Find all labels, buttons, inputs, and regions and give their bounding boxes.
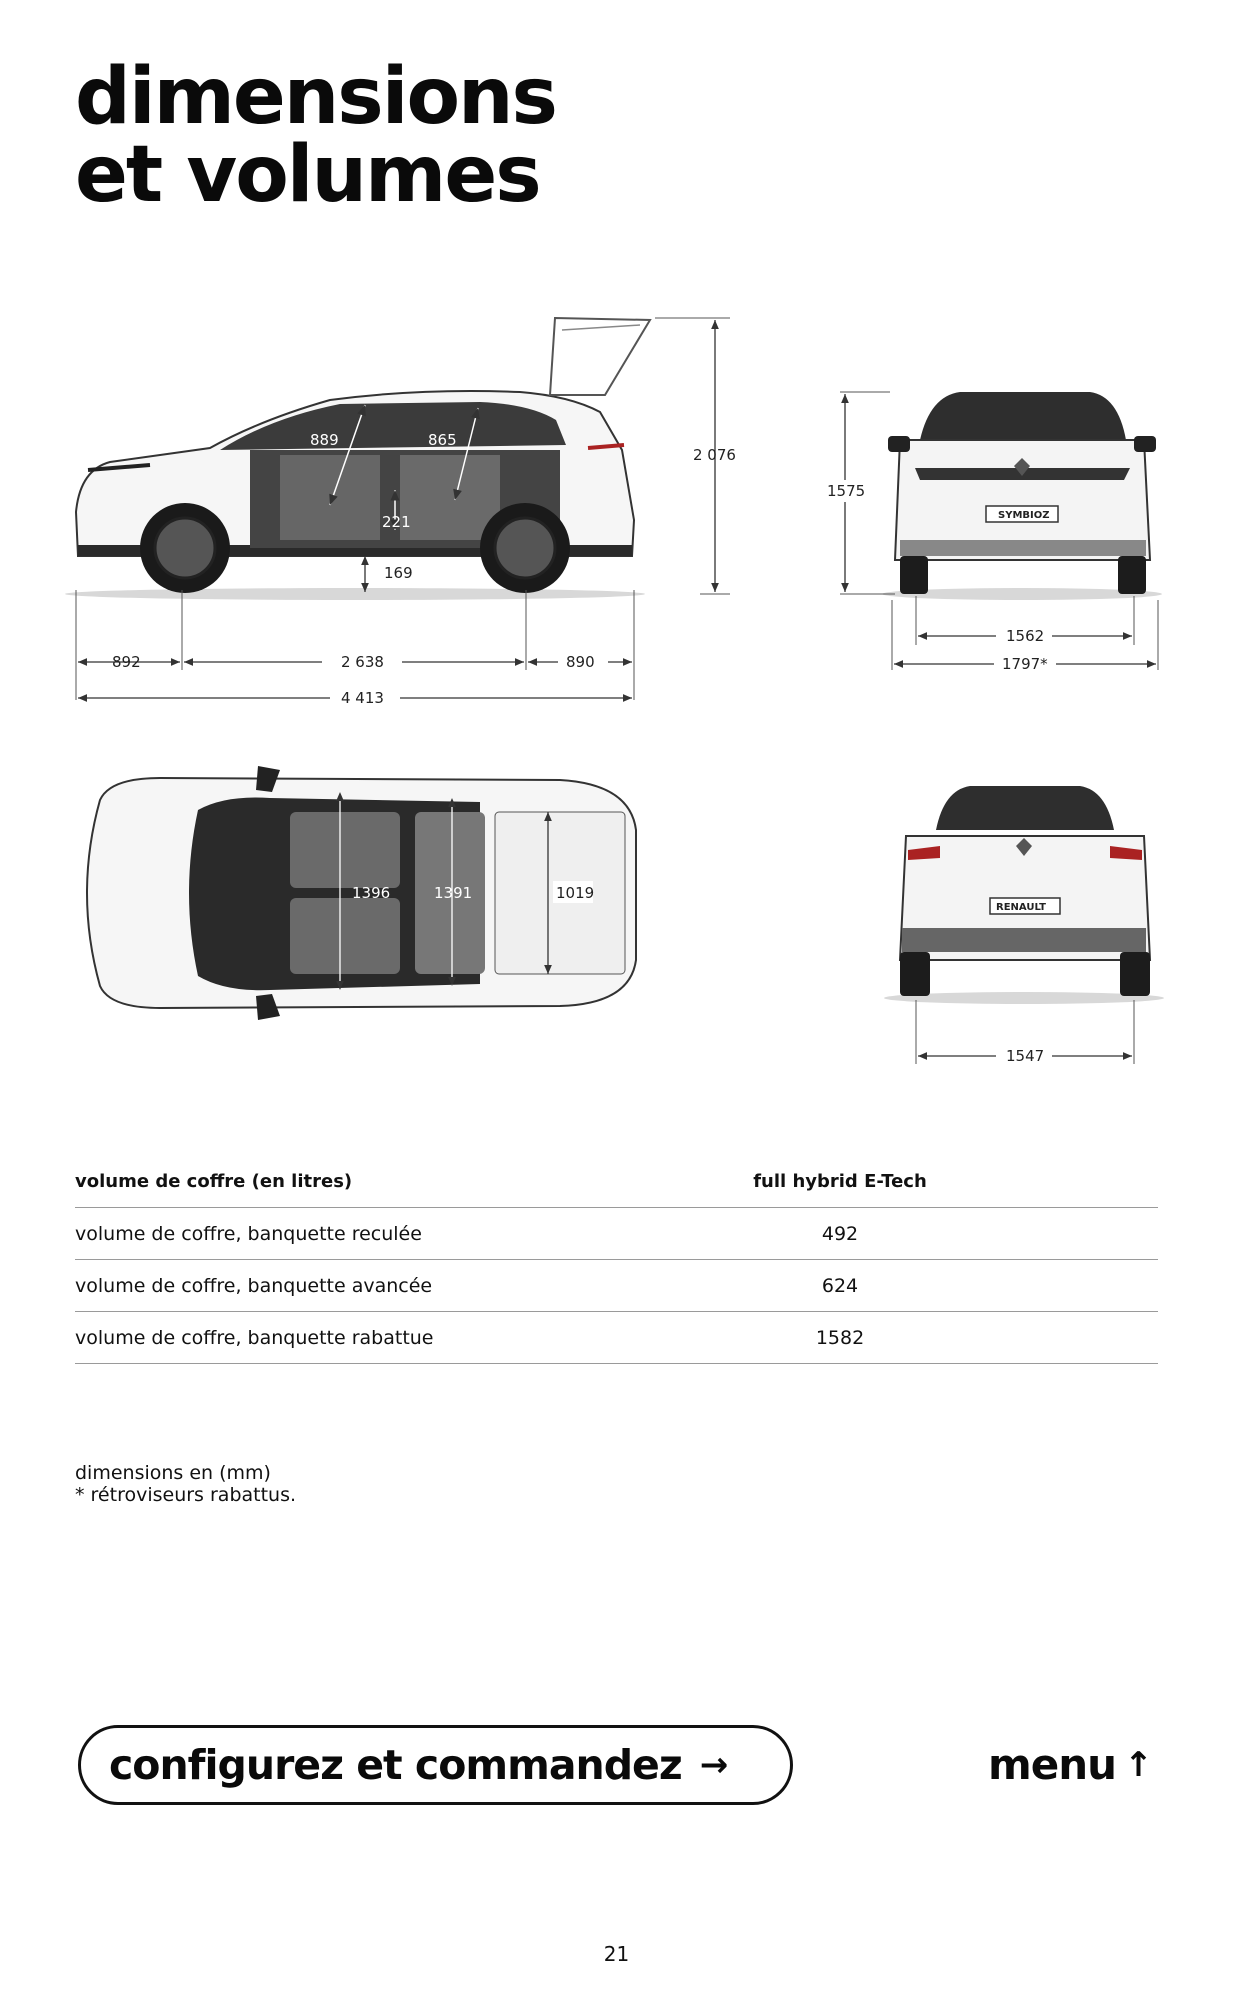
page-title-line-1: dimensions — [75, 52, 556, 142]
boot-volume-table — [75, 1156, 1158, 1364]
dim-rear-track: 1547 — [1006, 1047, 1045, 1065]
dim-front-overhang: 892 — [112, 653, 141, 671]
rear-view-car — [884, 786, 1164, 1004]
rear-view-dimensions — [916, 1000, 1134, 1066]
rear-badge: RENAULT — [996, 902, 1046, 913]
front-badge: SYMBIOZ — [998, 510, 1050, 521]
table-header-column: full hybrid E-Tech — [753, 1171, 927, 1192]
row-value: 1582 — [815, 1326, 865, 1349]
dim-seat-gap: 221 — [382, 513, 411, 531]
page-title-line-2: et volumes — [75, 130, 540, 220]
row-label: volume de coffre, banquette reculée — [75, 1222, 422, 1245]
row-value: 492 — [821, 1222, 859, 1245]
row-label: volume de coffre, banquette avancée — [75, 1274, 433, 1297]
dim-length: 4 413 — [341, 689, 384, 707]
dim-front-track: 1562 — [1006, 627, 1045, 645]
table-row — [75, 1312, 1158, 1364]
footnotes — [75, 1462, 296, 1506]
dim-boot-width: 1019 — [556, 884, 595, 902]
table-row — [75, 1208, 1158, 1260]
dim-ground-clearance: 169 — [384, 564, 413, 582]
side-view-car — [65, 318, 650, 600]
table-header-label: volume de coffre (en litres) — [75, 1171, 353, 1192]
menu-link[interactable] — [988, 1740, 1152, 1789]
configure-order-label: configurez et commandez — [109, 1741, 682, 1789]
configure-order-button[interactable] — [78, 1725, 793, 1805]
menu-label: menu — [988, 1740, 1117, 1789]
dim-width-mirrors-folded: 1797* — [1002, 655, 1048, 673]
dim-elbow-front: 1396 — [352, 884, 391, 902]
dim-front-height: 1575 — [827, 482, 866, 500]
dim-elbow-rear: 1391 — [434, 884, 473, 902]
table-row — [75, 1260, 1158, 1312]
footnote-units: dimensions en (mm) — [75, 1462, 271, 1484]
arrow-up-icon: ↑ — [1124, 1744, 1152, 1785]
dim-headroom-rear: 865 — [428, 431, 457, 449]
dim-height-open: 2 076 — [693, 446, 736, 464]
dim-rear-overhang: 890 — [566, 653, 595, 671]
table-header-row — [75, 1156, 1158, 1208]
footnote-mirrors: * rétroviseurs rabattus. — [75, 1484, 297, 1506]
row-value: 624 — [821, 1274, 859, 1297]
front-view-car — [882, 392, 1162, 600]
page-number: 21 — [603, 1942, 630, 1966]
arrow-right-icon: → — [699, 1745, 728, 1785]
dim-headroom-front: 889 — [310, 431, 339, 449]
row-label: volume de coffre, banquette rabattue — [75, 1326, 434, 1349]
dim-wheelbase: 2 638 — [341, 653, 384, 671]
